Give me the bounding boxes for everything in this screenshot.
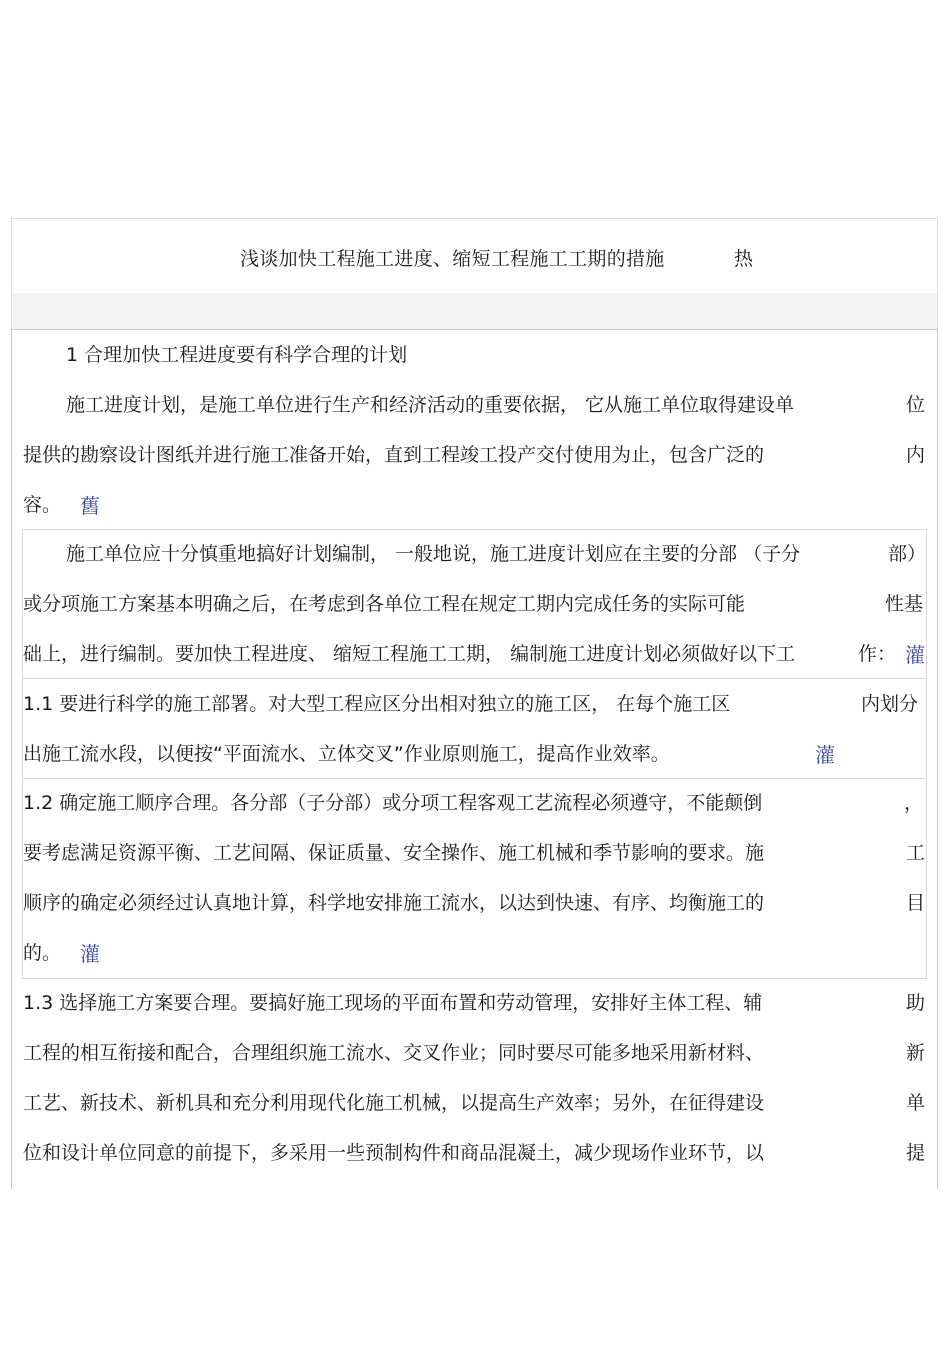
paragraph-line-tail: 单 xyxy=(906,1092,926,1114)
paragraph-line-tail: ， xyxy=(904,792,924,814)
paragraph-line-tail: 目 xyxy=(906,892,926,914)
title-band xyxy=(12,293,937,329)
section-heading: 1 合理加快工程进度要有科学合理的计划 xyxy=(66,344,408,366)
paragraph-line: 要考虑满足资源平衡、工艺间隔、保证质量、安全操作、施工机械和季节影响的要求。施 xyxy=(23,842,765,864)
paragraph-line: 础上，进行编制。要加快工程进度、 缩短工程施工工期， 编制施工进度计划必须做好以下工 xyxy=(23,643,796,665)
paragraph-line-tail: 位 xyxy=(906,394,926,416)
paragraph-line-tail: 作： xyxy=(858,643,897,665)
row-divider-vertical xyxy=(926,529,927,978)
paragraph-line: 容。 xyxy=(23,494,62,516)
watermark-glyph: 灌 xyxy=(905,643,925,667)
paragraph-line: 顺序的确定必须经过认真地计算，科学地安排施工流水，以达到快速、有序、均衡施工的 xyxy=(23,892,765,914)
watermark-glyph: 灌 xyxy=(80,942,100,966)
paragraph-line: 提供的勘察设计图纸并进行施工准备开始，直到工程竣工投产交付使用为止，包含广泛的 xyxy=(23,444,765,466)
paragraph-line-tail: 内 xyxy=(906,444,926,466)
title-frame xyxy=(11,218,938,329)
paragraph-line: 施工单位应十分慎重地搞好计划编制， 一般地说，施工进度计划应在主要的分部 （子分 xyxy=(66,543,801,565)
paragraph-line: 1.1 要进行科学的施工部署。对大型工程应区分出相对独立的施工区， 在每个施工区 xyxy=(23,693,731,715)
paragraph-line: 出施工流水段，以便按“平面流水、立体交叉”作业原则施工，提高作业效率。 xyxy=(23,743,670,765)
paragraph-line: 施工进度计划，是施工单位进行生产和经济活动的重要依据， 它从施工单位取得建设单 xyxy=(66,394,795,416)
paragraph-line-tail: 内划分 xyxy=(861,693,919,715)
row-divider xyxy=(22,529,927,530)
paragraph-line: 的。 xyxy=(23,942,62,964)
paragraph-line-tail: 性基 xyxy=(885,593,924,615)
paragraph-line-tail: 新 xyxy=(906,1042,926,1064)
paragraph-line: 位和设计单位同意的前提下，多采用一些预制构件和商品混凝土，减少现场作业环节，以 xyxy=(23,1142,765,1164)
paragraph-line: 1.2 确定施工顺序合理。各分部（子分部）或分项工程客观工艺流程必须遵守，不能颠倒 xyxy=(23,792,763,814)
row-divider xyxy=(22,778,927,779)
title-trailing-char: 热 xyxy=(734,248,754,270)
paragraph-line-tail: 工 xyxy=(906,842,926,864)
paragraph-line-tail: 提 xyxy=(906,1142,926,1164)
row-divider xyxy=(22,978,927,979)
watermark-glyph: 舊 xyxy=(80,494,100,518)
paragraph-line: 工艺、新技术、新机具和充分利用现代化施工机械，以提高生产效率；另外，在征得建设 xyxy=(23,1092,765,1114)
paragraph-line: 1.3 选择施工方案要合理。要搞好施工现场的平面布置和劳动管理，安排好主体工程、辅 xyxy=(23,992,763,1014)
row-divider xyxy=(22,678,927,679)
paragraph-line-tail: 助 xyxy=(906,992,926,1014)
watermark-glyph: 灌 xyxy=(815,743,835,767)
paragraph-line: 或分项施工方案基本明确之后，在考虑到各单位工程在规定工期内完成任务的实际可能 xyxy=(23,593,746,615)
paragraph-line: 工程的相互衔接和配合，合理组织施工流水、交叉作业；同时要尽可能多地采用新材料、 xyxy=(23,1042,765,1064)
document-title: 浅谈加快工程施工进度、缩短工程施工工期的措施 xyxy=(240,248,665,270)
paragraph-line-tail: 部） xyxy=(888,543,927,565)
